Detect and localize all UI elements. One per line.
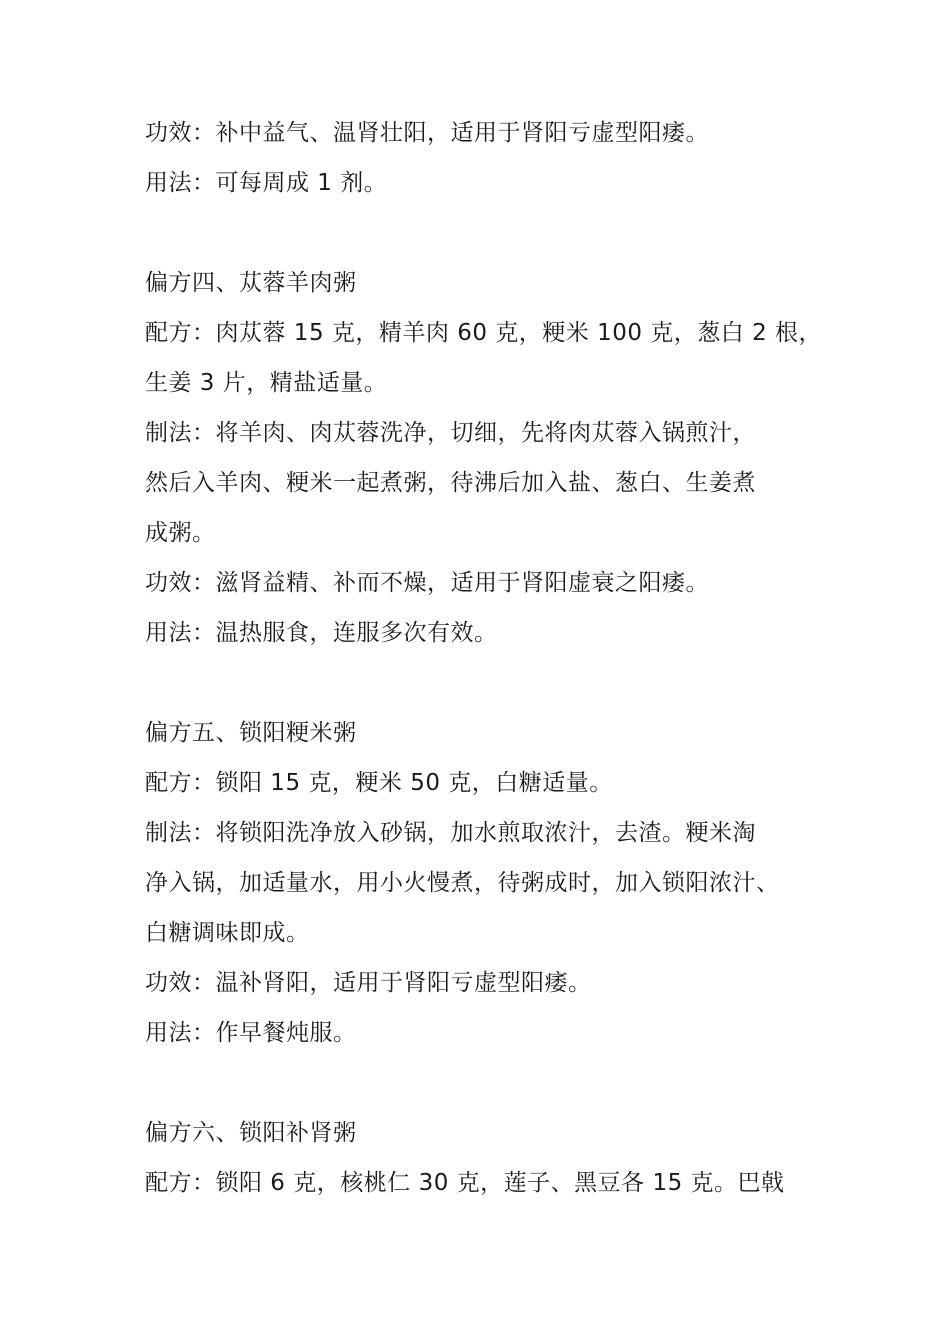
effect-line: 功效：补中益气、温肾壮阳，适用于肾阳亏虚型阳痿。	[145, 120, 709, 146]
section-title: 偏方五、锁阳粳米粥	[145, 720, 357, 746]
method-line: 制法：将羊肉、肉苁蓉洗净，切细，先将肉苁蓉入锅煎汁，	[145, 420, 756, 446]
paragraph-gap	[145, 1058, 813, 1108]
method-line: 制法：将锁阳洗净放入砂锅，加水煎取浓汁，去渣。粳米淘	[145, 820, 756, 846]
paragraph-gap	[145, 208, 813, 258]
method-line: 然后入羊肉、粳米一起煮粥，待沸后加入盐、葱白、生姜煮	[145, 470, 756, 496]
effect-line: 功效：温补肾阳，适用于肾阳亏虚型阳痿。	[145, 970, 592, 996]
document-body	[145, 108, 823, 1208]
method-line: 白糖调味即成。	[145, 920, 310, 946]
formula-line: 配方：锁阳 6 克，核桃仁 30 克，莲子、黑豆各 15 克。巴戟	[145, 1170, 785, 1196]
section-title: 偏方四、苁蓉羊肉粥	[145, 270, 357, 296]
usage-line: 用法：作早餐炖服。	[145, 1020, 357, 1046]
section-title: 偏方六、锁阳补肾粥	[145, 1120, 357, 1146]
usage-line: 用法：可每周成 1 剂。	[145, 170, 388, 196]
formula-line: 配方：锁阳 15 克，粳米 50 克，白糖适量。	[145, 770, 613, 796]
method-line: 净入锅，加适量水，用小火慢煮，待粥成时，加入锁阳浓汁、	[145, 870, 780, 896]
effect-line: 功效：滋肾益精、补而不燥，适用于肾阳虚衰之阳痿。	[145, 570, 709, 596]
usage-line: 用法：温热服食，连服多次有效。	[145, 620, 498, 646]
formula-line: 配方：肉苁蓉 15 克，精羊肉 60 克，粳米 100 克，葱白 2 根，	[145, 320, 823, 346]
paragraph-gap	[145, 658, 813, 708]
formula-line: 生姜 3 片，精盐适量。	[145, 370, 388, 396]
method-line: 成粥。	[145, 520, 216, 546]
